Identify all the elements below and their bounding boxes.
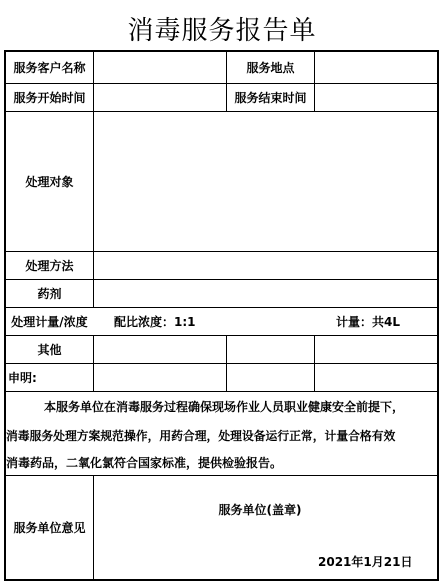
page-title: 消毒服务报告单 (127, 15, 317, 46)
client-name-field[interactable] (94, 52, 226, 83)
client-name-label: 服务客户名称 (13, 61, 86, 75)
declaration-field-3[interactable] (315, 364, 437, 391)
other-field-2[interactable] (227, 336, 314, 363)
report-date: 2021年1月21日 (318, 554, 413, 569)
other-field-3[interactable] (315, 336, 437, 363)
method-field[interactable] (94, 252, 437, 279)
amount-value: 计量：共4L (336, 315, 400, 329)
statement-line-2: 消毒服务处理方案规范操作，用药合理，处理设备运行正常，计量合格有效 (6, 428, 396, 443)
statement-line-3: 消毒药品，二氧化氯符合国家标准，提供检验报告。 (6, 455, 283, 470)
method-label: 处理方法 (25, 259, 74, 273)
border-right (437, 50, 439, 581)
declaration-label: 申明: (8, 371, 37, 385)
end-time-label: 服务结束时间 (234, 91, 307, 105)
other-field-1[interactable] (94, 336, 226, 363)
target-label: 处理对象 (25, 175, 74, 189)
location-label: 服务地点 (246, 61, 295, 75)
divider (5, 391, 438, 392)
start-time-label: 服务开始时间 (13, 91, 86, 105)
unit-seal-label: 服务单位(盖章) (218, 502, 302, 517)
agent-field[interactable] (94, 280, 437, 307)
start-time-field[interactable] (94, 84, 226, 111)
divider (5, 579, 438, 581)
unit-opinion-label: 服务单位意见 (13, 521, 86, 535)
ratio-value: 配比浓度：1:1 (114, 315, 196, 329)
statement-line-1: 本服务单位在消毒服务过程确保现场作业人员职业健康安全前提下， (44, 399, 405, 414)
dosage-label: 处理计量/浓度 (11, 315, 88, 329)
column-divider (93, 475, 94, 580)
other-label: 其他 (37, 343, 62, 357)
declaration-field-2[interactable] (227, 364, 314, 391)
location-field[interactable] (315, 52, 437, 83)
agent-label: 药剂 (37, 287, 62, 301)
target-field[interactable] (94, 112, 437, 251)
declaration-field-1[interactable] (94, 364, 226, 391)
end-time-field[interactable] (315, 84, 437, 111)
